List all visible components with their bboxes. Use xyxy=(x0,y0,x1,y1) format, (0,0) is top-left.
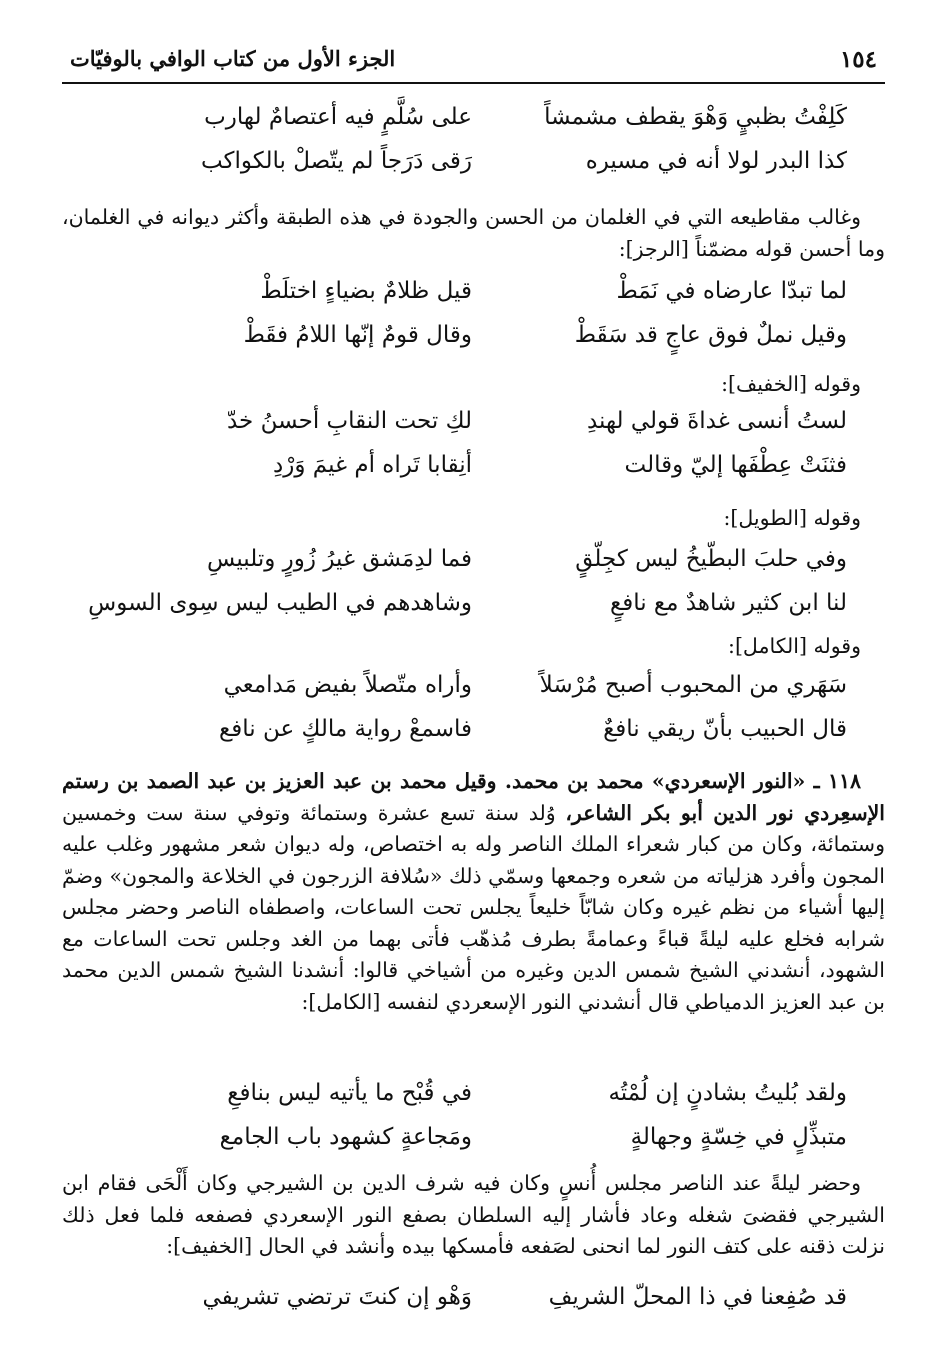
meter-label: وقوله [الخفيف]: xyxy=(721,372,861,396)
prose-paragraph: وحضر ليلةً عند الناصر مجلس أُنسٍ وكان فيه شرف الدين بن الشيرجي وكان أَلْحَى فقام ابن الشيرجي فقضىَ شغله وعاد فأشار إليه السلطان بصفع النور الإسعردي فصفعه فلما فعل ذلك نزلت ذقنه على كتف النور لما انحنى لصَفعه فأمسكها بيده وأنشد في الحال [الخفيف]: xyxy=(62,1171,885,1258)
prose-paragraph: وغالب مقاطيعه التي في الغلمان من الحسن والجودة في هذه الطبقة وأكثر ديوانه في الغلمان، وما أحسن قوله مضمّناً [الرجز]: xyxy=(62,205,885,261)
verse-first-hemistich: قال الحبيب بأنّ ريقي نافعٌ xyxy=(603,716,847,742)
verse-first-hemistich: وقيل نملٌ فوق عاجٍ قد سَقَطْ xyxy=(574,322,847,348)
verse-second-hemistich: فاسمعْ رواية مالكٍ عن نافع xyxy=(219,716,472,742)
verse-line xyxy=(62,584,885,628)
page-header xyxy=(62,42,885,84)
verse-line xyxy=(62,666,885,710)
verse-first-hemistich: لما تبدّا عارضاه في نَمَطْ xyxy=(616,278,847,304)
verse-line xyxy=(62,1278,885,1322)
poem-block xyxy=(62,1074,885,1162)
verse-line xyxy=(62,98,885,142)
poem-block xyxy=(62,1278,885,1322)
entry-body: وُلد سنة تسع عشرة وستمائة وتوفي سنة ست وخمسين وستمائة، وكان من كبار شعراء الملك الناصر وله به اختصاص، وله ديوان شعر مشهور وغلب عليه المجون وأفرد هزلياته من شعره وجمعها وسمّي ذلك «سُلافة الزرجون في الخلاعة والمجون» وضمّ إليها أشياء من نظم غيره وكان شابّاً خليعاً يجلس تحت الساعات، واصطفاه الناصر وحضر مجلس شرابه فخلع عليه ليلةً قباءً وعمامةً بطرف مُذهّب فأتى بهما من الغد وجلس تحت الساعات مع الشهود، أنشدني الشيخ شمس الدين وغيره من أشياخي قالوا: أنشدنا الشيخ شمس الدين محمد بن عبد العزيز الدمياطي قال أنشدني النور الإسعردي لنفسه [الكامل]: xyxy=(62,800,885,1014)
poem-block xyxy=(62,402,885,490)
verse-line xyxy=(62,710,885,754)
entry-heading: ١١٨ ـ «النور الإسعردي» محمد بن محمد. وقيل محمد بن عبد العزيز بن عبد الصمد بن رستم الإسعِردي نور الدين أبو بكر الشاعر، xyxy=(62,769,886,825)
running-title: الجزء الأول من كتاب الوافي بالوفيّات xyxy=(70,46,396,71)
verse-second-hemistich: وقال قومٌ إنّها اللامُ فقَطْ xyxy=(243,322,472,348)
verse-first-hemistich: قد صُفِعنا في ذا المحلّ الشريفِ xyxy=(548,1284,847,1310)
verse-first-hemistich: كَلِفْتُ بظبيٍ وَهْوَ يقطف مشمشاً xyxy=(544,104,847,130)
verse-first-hemistich: ولقد بُليتُ بشادنٍ إن لُمْتُه xyxy=(608,1080,847,1106)
verse-second-hemistich: على سُلَّمٍ فيه أعتصامٌ لهارب xyxy=(204,104,472,130)
verse-line xyxy=(62,402,885,446)
verse-first-hemistich: كذا البدر لولا أنه في مسيره xyxy=(585,148,847,174)
verse-second-hemistich: وأراه متّصلاً بفيض مَدامعي xyxy=(223,672,472,698)
verse-second-hemistich: قيل ظلامٌ بضياءٍ اختلَطْ xyxy=(260,278,472,304)
verse-first-hemistich: لنا ابن كثير شاهدٌ مع نافعٍ xyxy=(609,590,847,616)
verse-second-hemistich: ومَجاعةٍ كشهود باب الجامع xyxy=(219,1124,472,1150)
verse-second-hemistich: لكِ تحت النقابِ أحسنُ خدّ xyxy=(226,408,472,434)
verse-line xyxy=(62,272,885,316)
verse-line xyxy=(62,1074,885,1118)
verse-first-hemistich: فثنَتْ عِطْفَها إليّ وقالت xyxy=(624,452,847,478)
verse-second-hemistich: فما لدِمَشق غيرُ زُورٍ وتلبيسِ xyxy=(207,546,472,572)
verse-first-hemistich: وفي حلبَ البطّيخُ ليس كجِلّقٍ xyxy=(575,546,847,572)
verse-second-hemistich: وَهْو إن كنتَ ترتضي تشريفي xyxy=(202,1284,472,1310)
verse-second-hemistich: رَقى دَرَجاً لم يتّصلْ بالكواكب xyxy=(200,148,472,174)
verse-second-hemistich: وشاهدهم في الطيب ليس سِوى السوسِ xyxy=(88,590,472,616)
verse-first-hemistich: متبذِّلٍ في خِسّةٍ وجهالةٍ xyxy=(630,1124,847,1150)
verse-line xyxy=(62,540,885,584)
poem-block xyxy=(62,272,885,360)
poem-block xyxy=(62,540,885,628)
poem-block xyxy=(62,666,885,754)
meter-label: وقوله [الطويل]: xyxy=(723,506,861,530)
verse-line xyxy=(62,316,885,360)
verse-second-hemistich: أنِقابا تَراه أم غيمَ وَرْدِ xyxy=(273,452,472,478)
poem-block xyxy=(62,98,885,186)
verse-line xyxy=(62,1118,885,1162)
page-number: ١٥٤ xyxy=(839,46,877,73)
verse-second-hemistich: في قُبْح ما يأتيه ليس بنافعِ xyxy=(227,1080,472,1106)
biography-entry xyxy=(62,766,885,1018)
verse-line xyxy=(62,142,885,186)
meter-label: وقوله [الكامل]: xyxy=(728,634,861,658)
verse-line xyxy=(62,446,885,490)
verse-first-hemistich: سَهَري من المحبوب أصبح مُرْسَلاً xyxy=(539,672,847,698)
verse-first-hemistich: لستُ أنسى غداةَ قولي لهندِ xyxy=(586,408,847,434)
